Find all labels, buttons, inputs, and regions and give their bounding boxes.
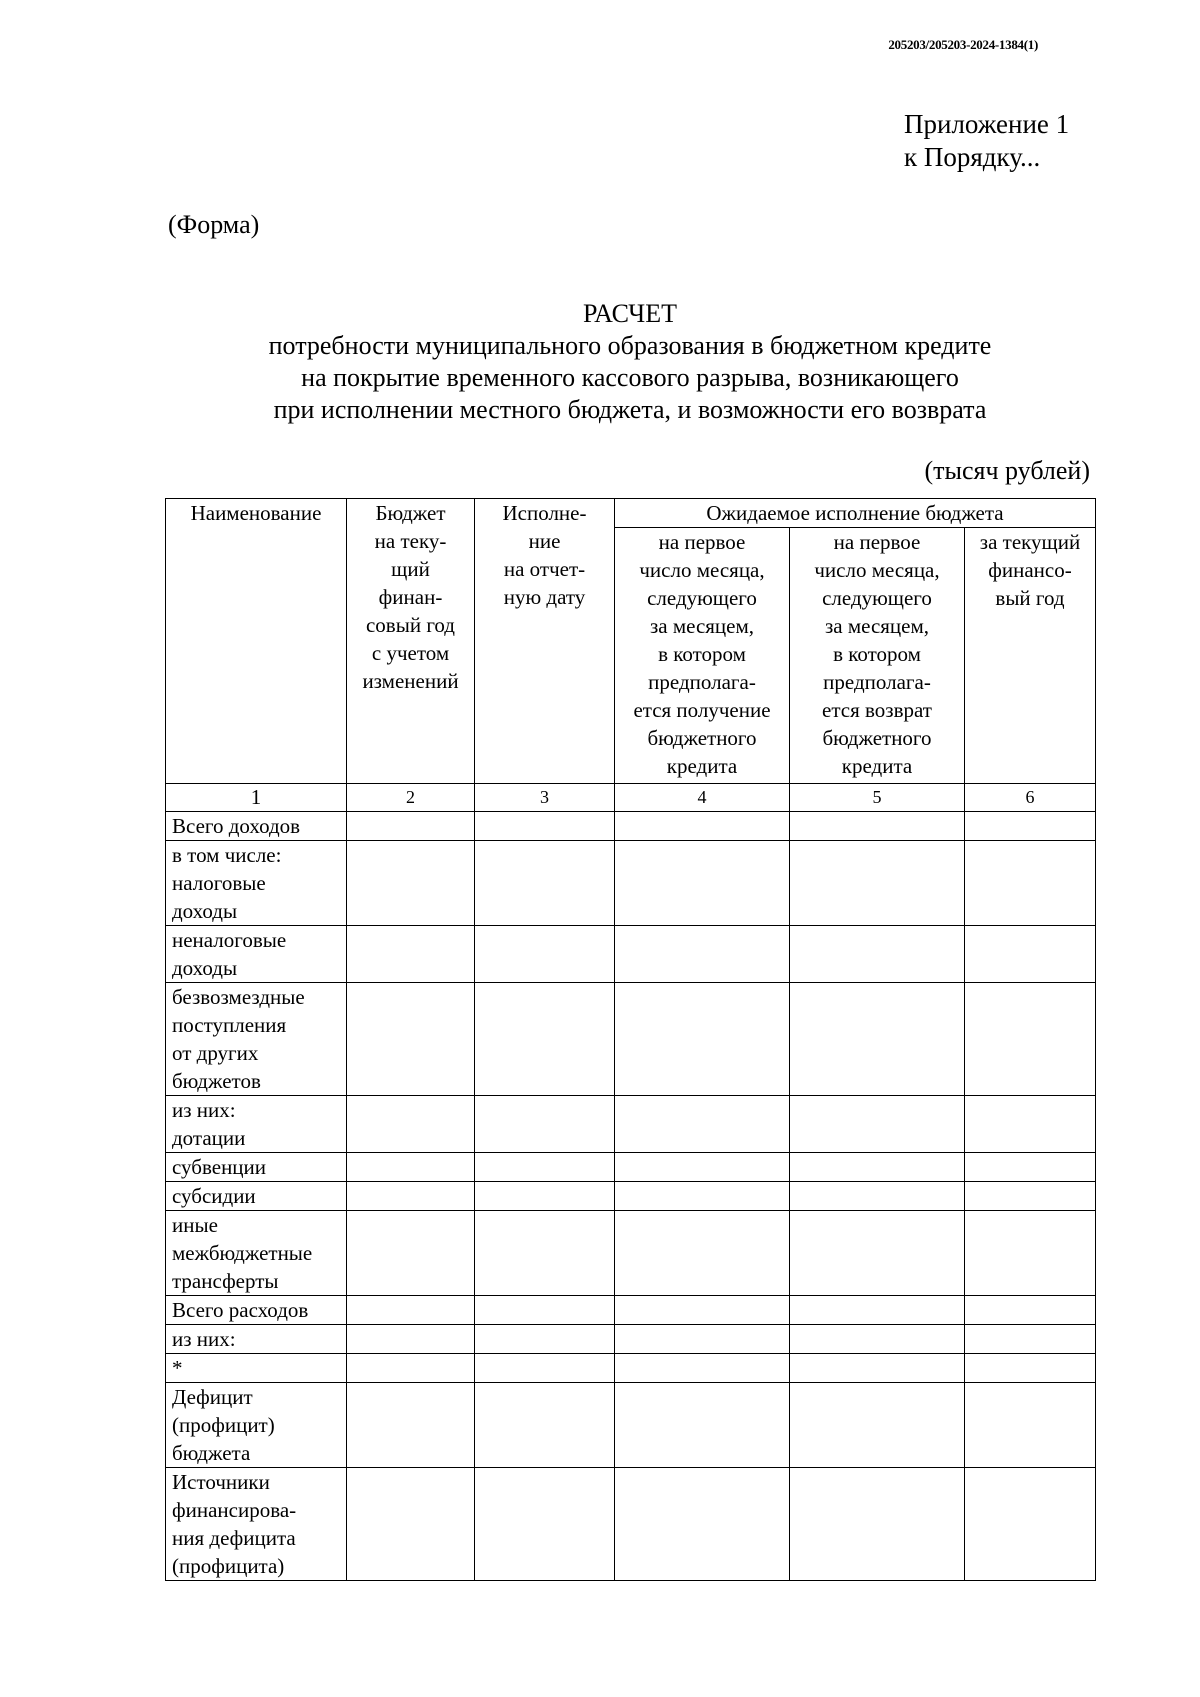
title-line-3: при исполнении местного бюджета, и возможности его возврата <box>273 395 987 424</box>
value-cell[interactable] <box>965 841 1096 926</box>
value-cell[interactable] <box>790 1325 965 1354</box>
row-label: из них: <box>166 1325 347 1354</box>
value-cell[interactable] <box>790 1468 965 1581</box>
table-row <box>166 1383 1096 1468</box>
table-row <box>166 1153 1096 1182</box>
value-cell[interactable] <box>615 1468 790 1581</box>
value-cell[interactable] <box>790 841 965 926</box>
value-cell[interactable] <box>615 812 790 841</box>
value-cell[interactable] <box>965 1153 1096 1182</box>
value-cell[interactable] <box>475 983 615 1096</box>
value-cell[interactable] <box>965 1096 1096 1153</box>
column-numbers-row <box>166 784 1096 812</box>
value-cell[interactable] <box>615 1383 790 1468</box>
table-row <box>166 1325 1096 1354</box>
header-budget: Бюджет на теку- щий финан- совый год с учетом изменений <box>347 499 475 784</box>
header-expected-receipt: на первое число месяца, следующего за месяцем, в котором предполага- ется получение бюджетного кредита <box>615 528 790 784</box>
value-cell[interactable] <box>790 1182 965 1211</box>
header-expected-return: на первое число месяца, следующего за месяцем, в котором предполага- ется возврат бюджетного кредита <box>790 528 965 784</box>
column-number: 5 <box>790 784 965 812</box>
document-title <box>160 298 1100 426</box>
value-cell[interactable] <box>347 1096 475 1153</box>
row-label: из них: дотации <box>166 1096 347 1153</box>
header-execution: Исполне- ние на отчет- ную дату <box>475 499 615 784</box>
value-cell[interactable] <box>615 1182 790 1211</box>
value-cell[interactable] <box>475 841 615 926</box>
table-row <box>166 1468 1096 1581</box>
appendix-line-2: к Порядку... <box>904 142 1041 172</box>
value-cell[interactable] <box>965 1468 1096 1581</box>
value-cell[interactable] <box>965 1383 1096 1468</box>
row-label: Дефицит (профицит) бюджета <box>166 1383 347 1468</box>
value-cell[interactable] <box>965 926 1096 983</box>
value-cell[interactable] <box>615 1296 790 1325</box>
value-cell[interactable] <box>790 812 965 841</box>
column-number: 4 <box>615 784 790 812</box>
value-cell[interactable] <box>347 1153 475 1182</box>
value-cell[interactable] <box>615 1153 790 1182</box>
table-row <box>166 812 1096 841</box>
value-cell[interactable] <box>475 926 615 983</box>
value-cell[interactable] <box>790 1096 965 1153</box>
table-row <box>166 1296 1096 1325</box>
row-label: * <box>166 1354 347 1383</box>
value-cell[interactable] <box>615 983 790 1096</box>
column-number: 6 <box>965 784 1096 812</box>
appendix-note <box>904 108 1154 174</box>
value-cell[interactable] <box>475 1296 615 1325</box>
row-label: субвенции <box>166 1153 347 1182</box>
value-cell[interactable] <box>347 1211 475 1296</box>
appendix-line-1: Приложение 1 <box>904 109 1070 139</box>
form-label: (Форма) <box>168 210 260 239</box>
column-number: 1 <box>166 784 347 812</box>
table-row <box>166 841 1096 926</box>
value-cell[interactable] <box>475 812 615 841</box>
column-number: 2 <box>347 784 475 812</box>
value-cell[interactable] <box>347 983 475 1096</box>
value-cell[interactable] <box>347 1468 475 1581</box>
row-label: субсидии <box>166 1182 347 1211</box>
document-id: 205203/205203-2024-1384(1) <box>888 37 1038 52</box>
row-label: иные межбюджетные трансферты <box>166 1211 347 1296</box>
row-label: Источники финансирова- ния дефицита (профицита) <box>166 1468 347 1581</box>
value-cell[interactable] <box>347 926 475 983</box>
row-label: безвозмездные поступления от других бюджетов <box>166 983 347 1096</box>
value-cell[interactable] <box>790 926 965 983</box>
value-cell[interactable] <box>790 1153 965 1182</box>
value-cell[interactable] <box>475 1354 615 1383</box>
value-cell[interactable] <box>347 812 475 841</box>
title-line-2: на покрытие временного кассового разрыва, возникающего <box>301 363 959 392</box>
value-cell[interactable] <box>965 1182 1096 1211</box>
value-cell[interactable] <box>790 983 965 1096</box>
value-cell[interactable] <box>475 1325 615 1354</box>
title-line-1: потребности муниципального образования в бюджетном кредите <box>268 331 992 360</box>
value-cell[interactable] <box>965 1325 1096 1354</box>
table-row <box>166 983 1096 1096</box>
value-cell[interactable] <box>475 1383 615 1468</box>
value-cell[interactable] <box>790 1354 965 1383</box>
value-cell[interactable] <box>615 1096 790 1153</box>
table-body <box>166 812 1096 1581</box>
value-cell[interactable] <box>475 1096 615 1153</box>
value-cell[interactable] <box>615 1325 790 1354</box>
table-row <box>166 1096 1096 1153</box>
value-cell[interactable] <box>790 1296 965 1325</box>
value-cell[interactable] <box>475 1153 615 1182</box>
row-label: неналоговые доходы <box>166 926 347 983</box>
header-expected-year: за текущий финансо- вый год <box>965 528 1096 784</box>
value-cell[interactable] <box>347 1296 475 1325</box>
value-cell[interactable] <box>347 841 475 926</box>
value-cell[interactable] <box>475 1182 615 1211</box>
value-cell[interactable] <box>965 1211 1096 1296</box>
value-cell[interactable] <box>790 1383 965 1468</box>
value-cell[interactable] <box>965 812 1096 841</box>
table-row <box>166 1182 1096 1211</box>
header-expected-group: Ожидаемое исполнение бюджета <box>615 499 1096 528</box>
title-heading: РАСЧЕТ <box>583 299 677 328</box>
value-cell[interactable] <box>475 1468 615 1581</box>
value-cell[interactable] <box>965 1296 1096 1325</box>
calculation-table <box>165 498 1096 1581</box>
value-cell[interactable] <box>615 841 790 926</box>
table-row <box>166 1354 1096 1383</box>
row-label: Всего расходов <box>166 1296 347 1325</box>
value-cell[interactable] <box>615 1354 790 1383</box>
value-cell[interactable] <box>965 1354 1096 1383</box>
value-cell[interactable] <box>615 926 790 983</box>
column-number: 3 <box>475 784 615 812</box>
row-label: в том числе: налоговые доходы <box>166 841 347 926</box>
header-name: Наименование <box>166 499 347 784</box>
value-cell[interactable] <box>615 1211 790 1296</box>
table-row <box>166 1211 1096 1296</box>
value-cell[interactable] <box>347 1354 475 1383</box>
row-label: Всего доходов <box>166 812 347 841</box>
value-cell[interactable] <box>347 1383 475 1468</box>
value-cell[interactable] <box>347 1182 475 1211</box>
value-cell[interactable] <box>347 1325 475 1354</box>
value-cell[interactable] <box>475 1211 615 1296</box>
units-label: (тысяч рублей) <box>924 456 1090 485</box>
value-cell[interactable] <box>790 1211 965 1296</box>
table-row <box>166 926 1096 983</box>
value-cell[interactable] <box>965 983 1096 1096</box>
